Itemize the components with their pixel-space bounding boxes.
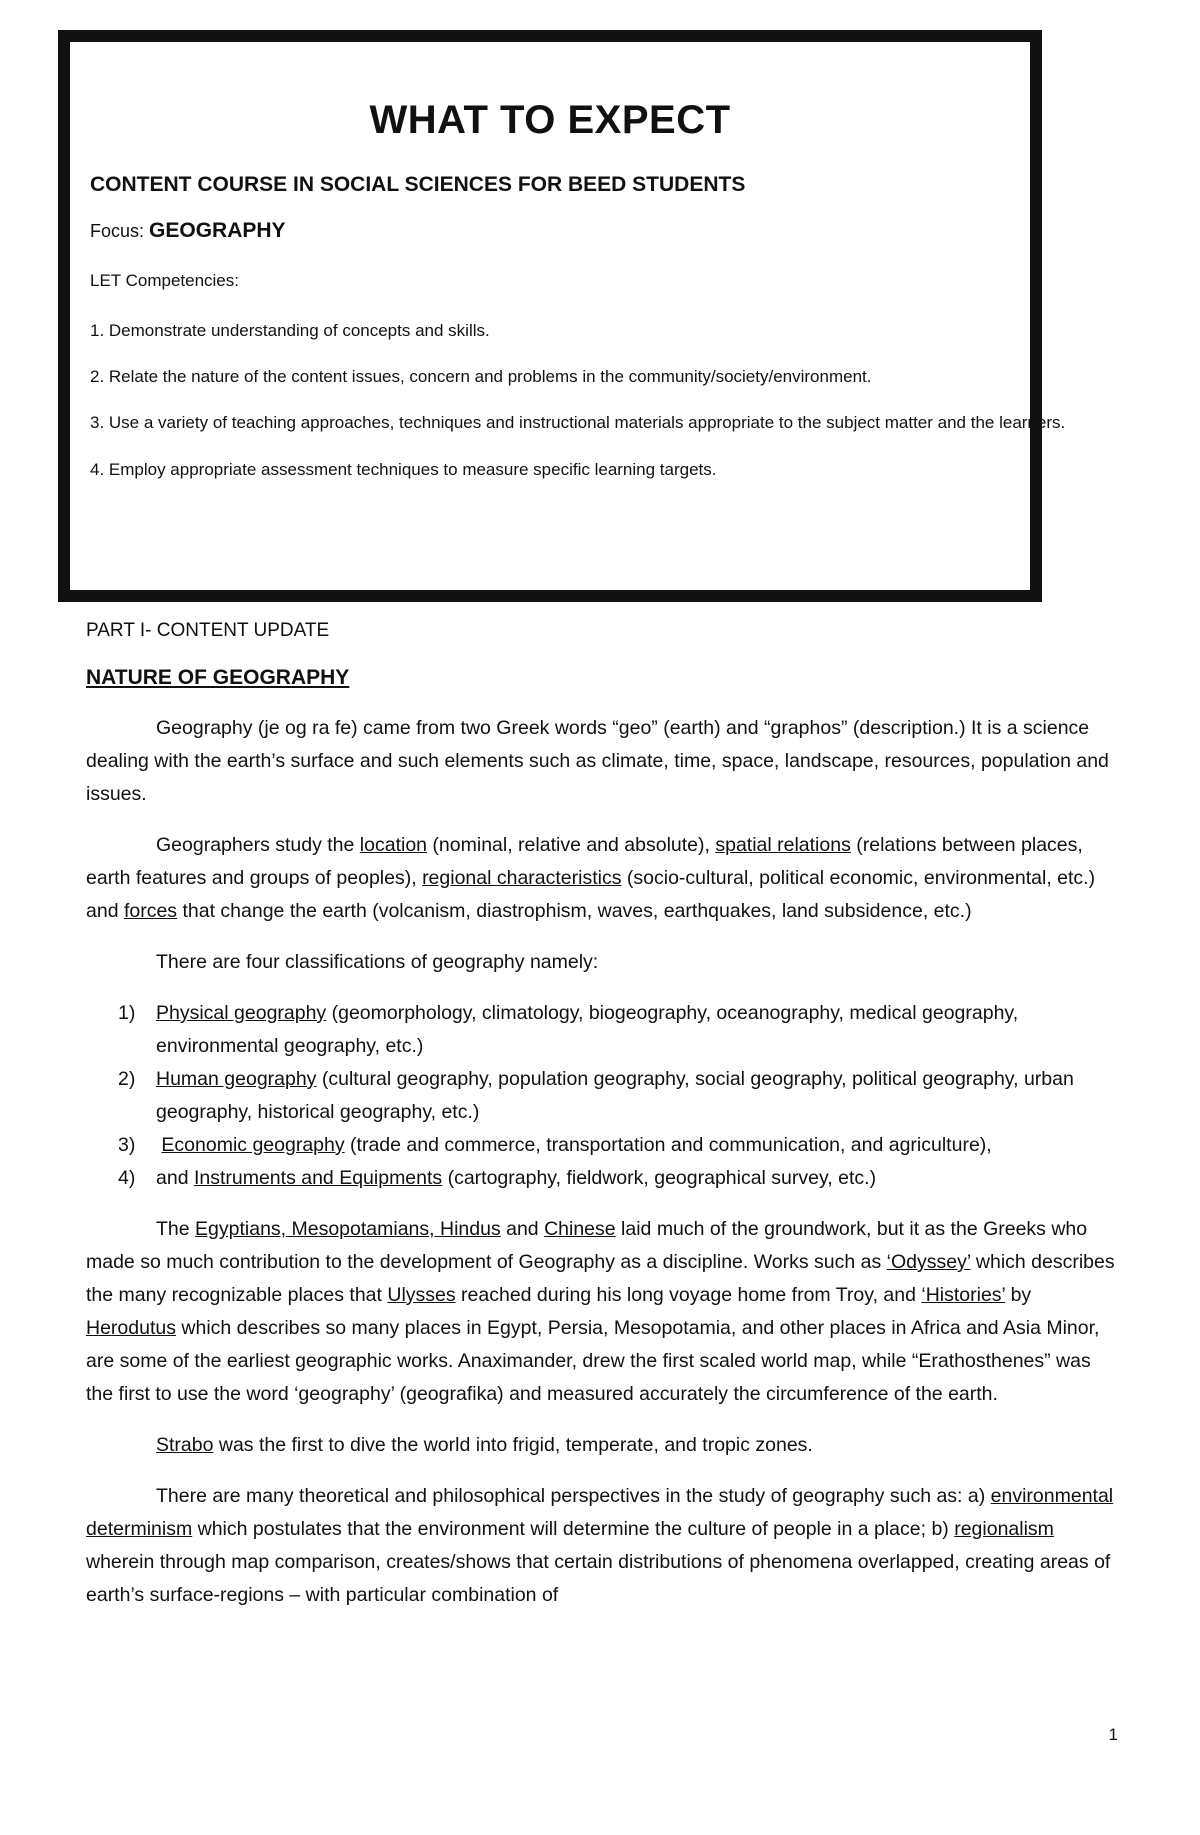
text: The — [156, 1218, 196, 1240]
term-herodutus: Herodutus — [86, 1317, 176, 1339]
text: and — [156, 1167, 194, 1189]
competency-item: 2. Relate the nature of the content issues, concern and problems in the community/society/environment. — [90, 367, 872, 387]
focus-label: Focus: — [90, 221, 150, 241]
competency-item: 1. Demonstrate understanding of concepts and skills. — [90, 321, 490, 341]
text: that change the earth (volcanism, diastrophism, waves, earthquakes, land subsidence, etc.) — [177, 900, 972, 922]
text: was the first to dive the world into frigid, temperate, and tropic zones. — [213, 1434, 813, 1456]
competencies-label: LET Competencies: — [90, 271, 239, 290]
focus-line — [90, 219, 1010, 243]
term-regional-characteristics: regional characteristics — [422, 867, 622, 889]
term-civilizations: Egyptians, Mesopotamians, Hindus — [195, 1218, 501, 1240]
page-number: 1 — [1108, 1725, 1118, 1744]
competency-item: 4. Employ appropriate assessment techniques to measure specific learning targets. — [90, 459, 717, 479]
list-item — [86, 1162, 1118, 1195]
box-title: WHAT TO EXPECT — [369, 98, 731, 142]
list-item — [86, 997, 1118, 1063]
text: which describes the many recognizable places that — [86, 1251, 1115, 1306]
term-forces: forces — [123, 900, 178, 922]
text: (geomorphology, climatology, biogeography, oceanography, medical geography, environmental geography, etc.) — [156, 1002, 1019, 1057]
term-strabo: Strabo — [156, 1434, 214, 1456]
paragraph-strabo — [86, 1429, 1118, 1462]
text: reached during his long voyage home from Troy, and — [455, 1284, 922, 1306]
text: laid much of the groundwork, but it as the Greeks who made so much contribution to the development of Geography as a discipline. Works such as — [86, 1218, 1088, 1273]
text: (trade and commerce, transportation and communication, and agriculture), — [344, 1134, 992, 1156]
text: There are many theoretical and philosophical perspectives in the study of geography such as: a) — [156, 1485, 991, 1507]
term-environmental-determinism: environmental determinism — [86, 1485, 1114, 1540]
text: Geographers study the — [156, 834, 360, 856]
text: and — [500, 1218, 545, 1240]
term-histories: ‘Histories’ — [921, 1284, 1006, 1306]
paragraph-geographers-study — [86, 829, 1118, 928]
term-location: location — [359, 834, 428, 856]
term-human-geography: Human geography — [156, 1068, 317, 1090]
term-ulysses: Ulysses — [387, 1284, 456, 1306]
paragraph-definition: Geography (je og ra fe) came from two Greek words “geo” (earth) and “graphos” (description.) It is a science dealing with the earth’s surface and such elements such as climate, time, space, landscape, resources, population and issues. — [86, 717, 1109, 805]
what-to-expect-box — [58, 30, 1066, 602]
term-instruments-and-equipments: Instruments and Equipments — [193, 1167, 443, 1189]
classification-list — [86, 997, 1118, 1195]
text: (nominal, relative and absolute), — [427, 834, 716, 856]
box-subtitle: CONTENT COURSE IN SOCIAL SCIENCES FOR BEED STUDENTS — [90, 173, 746, 196]
term-physical-geography: Physical geography — [156, 1002, 327, 1024]
competency-item: 3. Use a variety of teaching approaches, techniques and instructional materials appropriate to the subject matter and the learners. — [90, 413, 1066, 433]
text: (cartography, fieldwork, geographical survey, etc.) — [442, 1167, 877, 1189]
text: which describes so many places in Egypt, Persia, Mesopotamia, and other places in Africa and Asia Minor, are some of the earliest geographic works. Anaximander, drew the first scaled world map, while “Erathosthenes” was the first to use the word ‘geography’ (geografika) and measured accurately the circumference of the earth. — [86, 1317, 1100, 1405]
text: which postulates that the environment will determine the culture of people in a place; b) — [192, 1518, 955, 1540]
text: by — [1005, 1284, 1032, 1306]
box-content — [90, 98, 1066, 502]
paragraph-history — [86, 1213, 1118, 1411]
term-regionalism: regionalism — [954, 1518, 1054, 1540]
text: wherein through map comparison, creates/shows that certain distributions of phenomena overlapped, creating areas of earth’s surface-regions – with particular combination of — [86, 1551, 1111, 1606]
text: (cultural geography, population geography, social geography, political geography, urban geography, historical geography, etc.) — [156, 1068, 1074, 1123]
list-number: 3) — [118, 1134, 136, 1156]
list-number: 1) — [118, 1002, 136, 1024]
list-number: 2) — [118, 1068, 136, 1090]
part-title: PART I- CONTENT UPDATE — [86, 620, 330, 641]
list-item — [86, 1129, 1118, 1162]
paragraph-perspectives — [86, 1480, 1118, 1612]
paragraph-classifications-intro: There are four classifications of geography namely: — [156, 951, 599, 973]
text: (relations between places, earth features and groups of peoples), — [86, 834, 1083, 889]
section-heading: NATURE OF GEOGRAPHY — [86, 666, 350, 689]
list-number: 4) — [118, 1167, 136, 1189]
term-odyssey: ‘Odyssey’ — [886, 1251, 971, 1273]
term-economic-geography: Economic geography — [161, 1134, 345, 1156]
text: (socio-cultural, political economic, environmental, etc.) and — [86, 867, 1096, 922]
term-chinese: Chinese — [544, 1218, 616, 1240]
document-body — [86, 620, 1118, 1630]
term-spatial-relations: spatial relations — [715, 834, 851, 856]
list-item — [86, 1063, 1118, 1129]
focus-value: GEOGRAPHY — [149, 219, 286, 242]
